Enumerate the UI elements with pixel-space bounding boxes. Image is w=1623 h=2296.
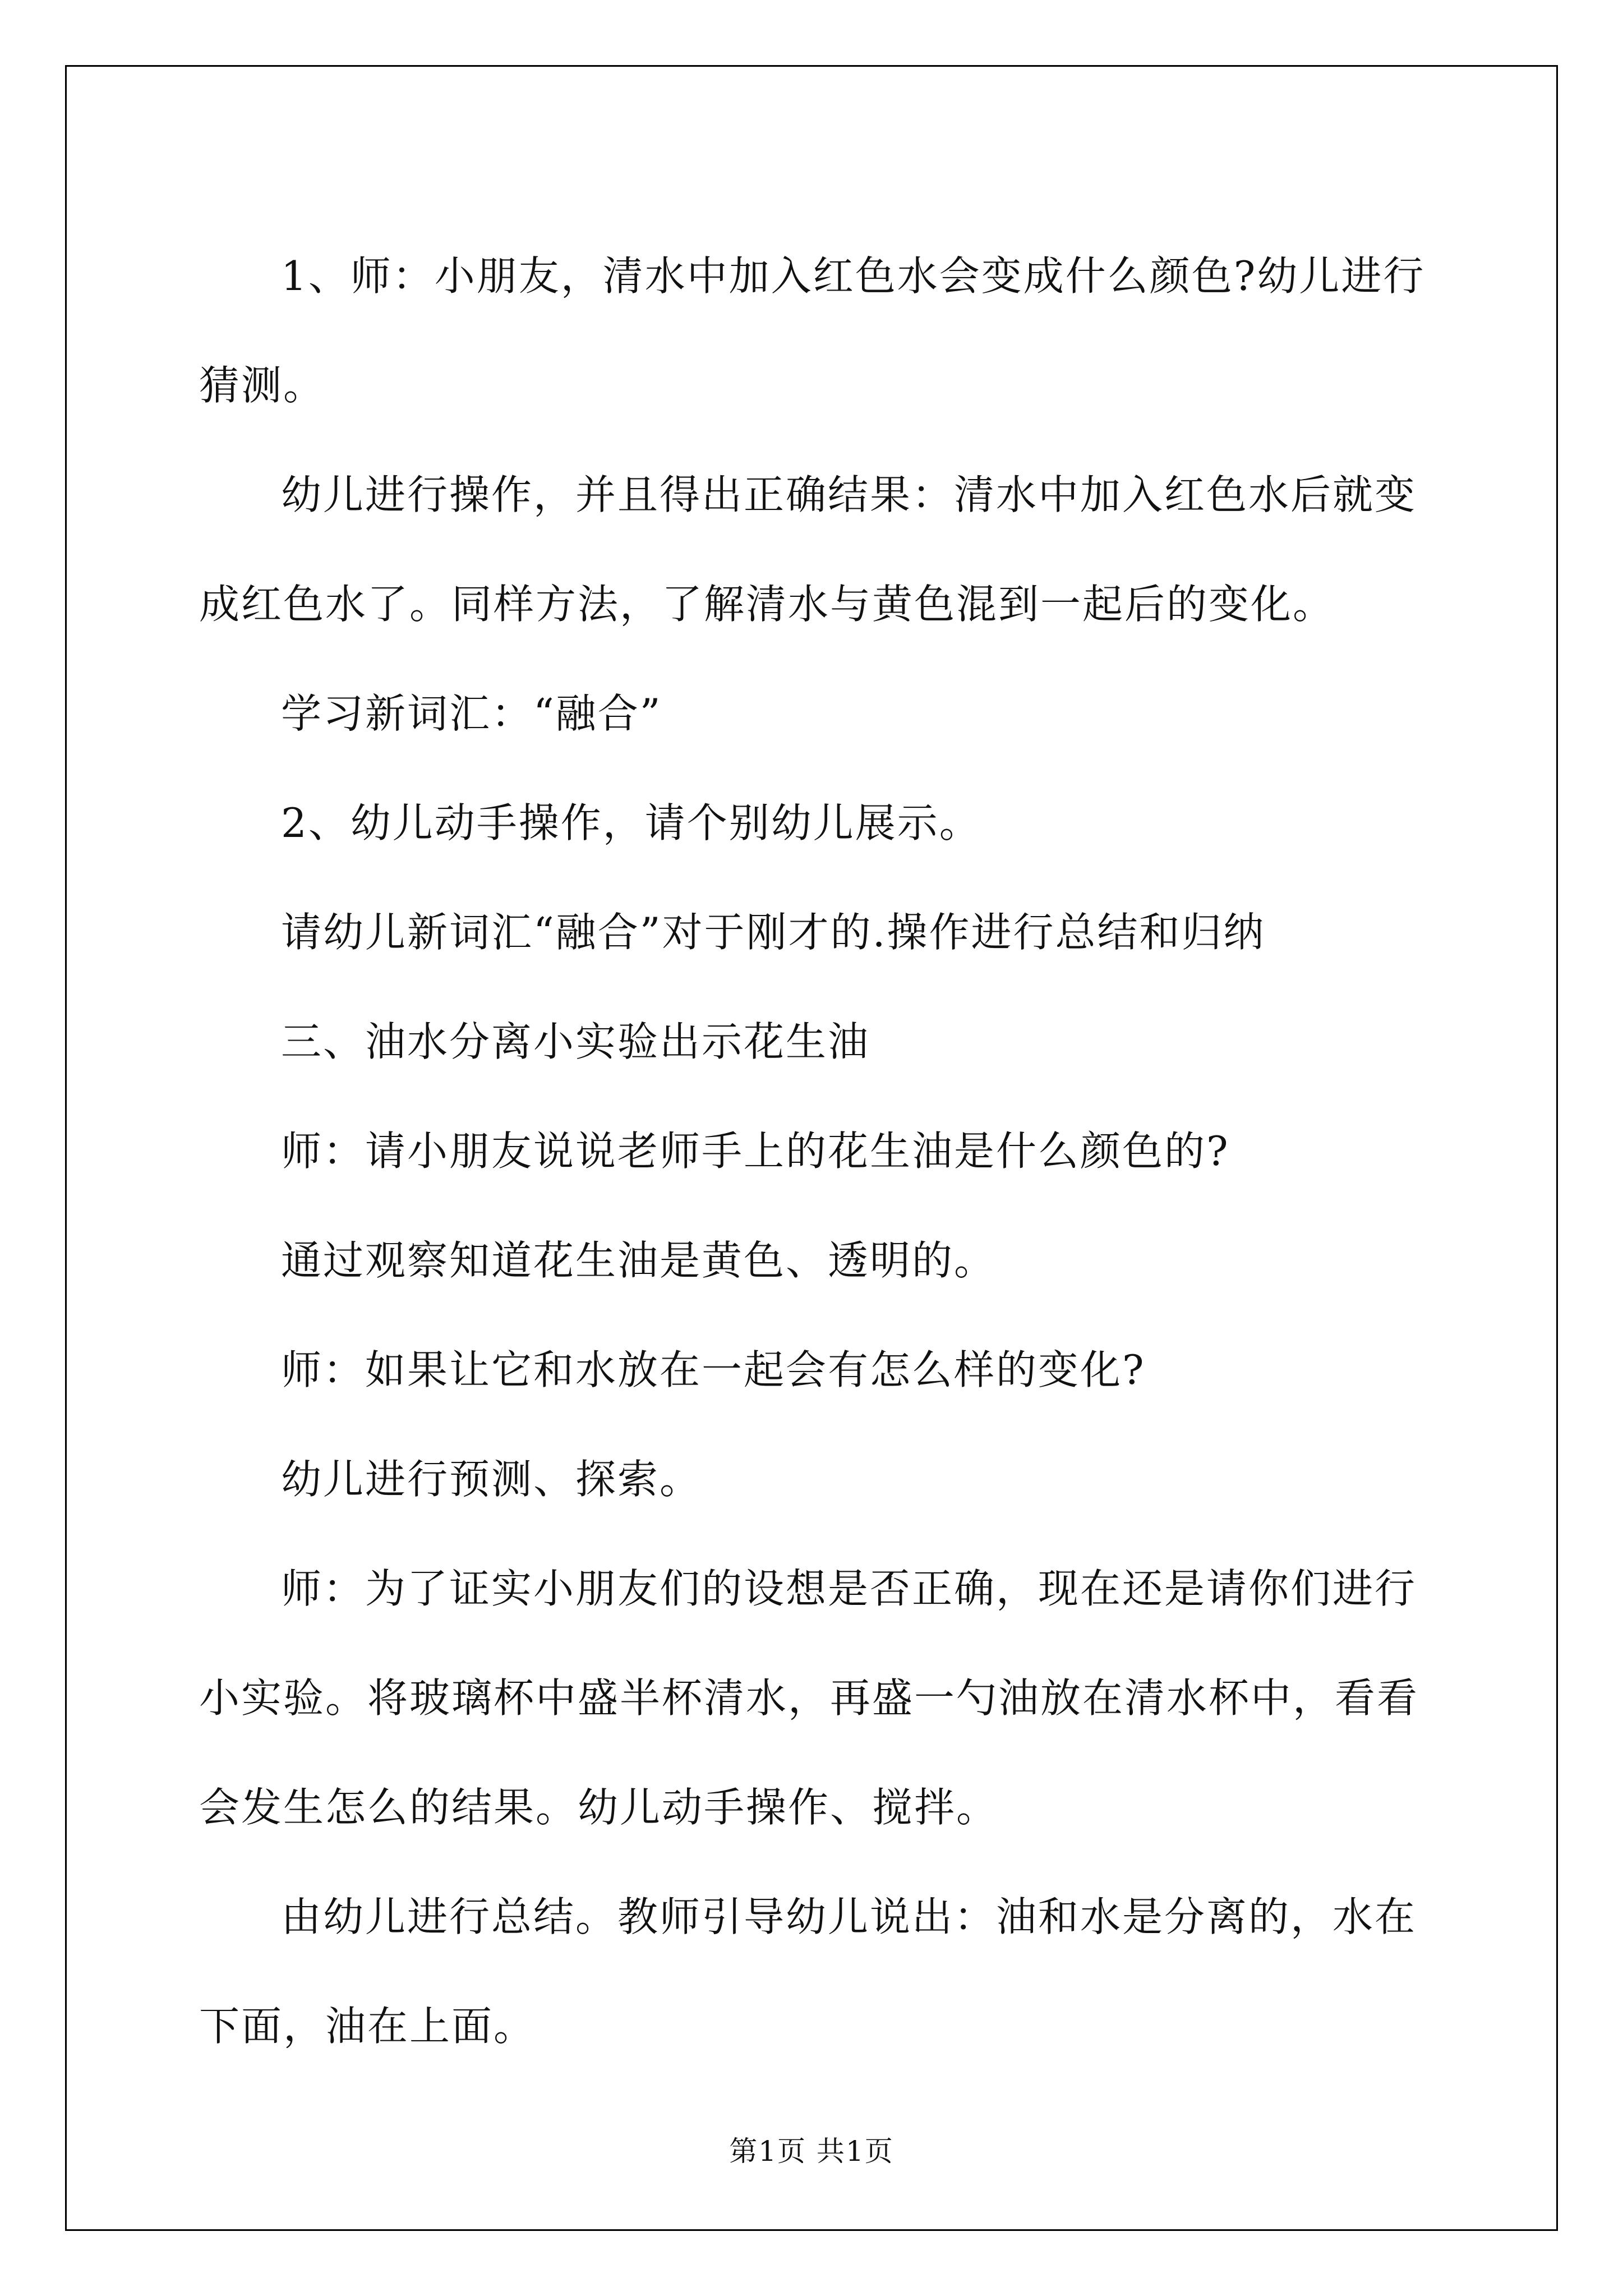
paragraph-9: 师：如果让它和水放在一起会有怎么样的变化? xyxy=(281,1346,1146,1393)
paragraph-1: 1、师：小朋友，清水中加入红色水会变成什么颜色?幼儿进行猜测。 xyxy=(199,252,1426,409)
paragraph-11: 师：为了证实小朋友们的设想是否正确，现在还是请你们进行小实验。将玻璃杯中盛半杯清水，再盛一勺油放在清水杯中，看看会发生怎么的结果。幼儿动手操作、搅拌。 xyxy=(199,1565,1419,1831)
paragraph-6: 三、油水分离小实验出示花生油 xyxy=(281,1018,870,1065)
paragraph-3: 学习新词汇：“融合” xyxy=(281,690,662,737)
page-footer: 第1页 共1页 xyxy=(729,2135,894,2168)
paragraph-5: 请幼儿新词汇“融合”对于刚才的.操作进行总结和归纳 xyxy=(281,909,1266,956)
paragraph-12: 由幼儿进行总结。教师引导幼儿说出：油和水是分离的，水在下面，油在上面。 xyxy=(199,1893,1417,2050)
paragraph-2: 幼儿进行操作，并且得出正确结果：清水中加入红色水后就变成红色水了。同样方法，了解清水与黄色混到一起后的变化。 xyxy=(199,471,1417,628)
document-body xyxy=(199,222,1427,2081)
paragraph-8: 通过观察知道花生油是黄色、透明的。 xyxy=(281,1237,997,1284)
paragraph-4: 2、幼儿动手操作，请个别幼儿展示。 xyxy=(281,799,981,846)
paragraph-7: 师：请小朋友说说老师手上的花生油是什么颜色的? xyxy=(281,1128,1230,1175)
paragraph-10: 幼儿进行预测、探索。 xyxy=(281,1456,702,1503)
